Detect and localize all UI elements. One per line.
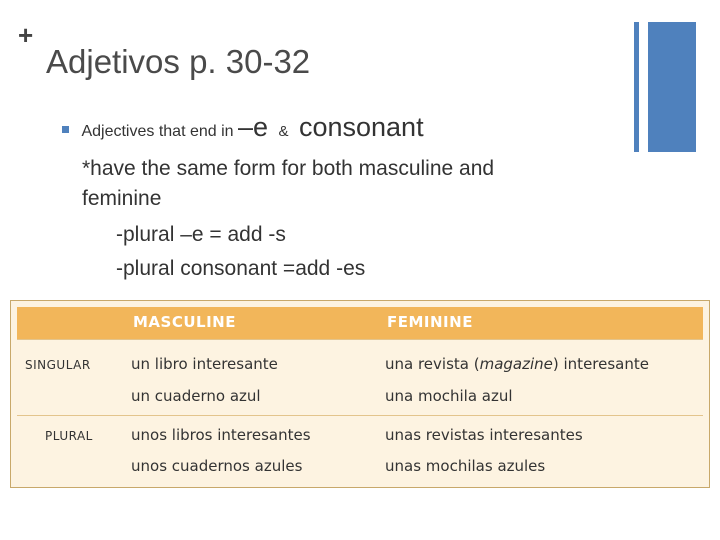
cell-fem-singular-2: una mochila azul [385,387,513,405]
cell-masc-plural-2: unos cuadernos azules [131,457,303,475]
row-label-singular: SINGULAR [25,358,91,372]
plus-logo-icon: + [18,20,34,50]
cell-masc-singular-1: un libro interesante [131,355,278,373]
cell-masc-plural-1: unos libros interesantes [131,426,311,444]
header-feminine: FEMININE [387,313,473,331]
bullet-e-ending: –e [238,112,269,142]
note-line-2: feminine [82,187,162,210]
note-line-1: *have the same form for both masculine and [82,157,495,180]
bullet-square-icon [62,126,69,133]
slide-title: Adjetivos p. 30-32 [46,43,311,80]
bullet-prefix: Adjectives that end in [81,123,234,140]
header-masculine: MASCULINE [133,313,236,331]
accent-bar-thin [634,22,639,152]
rule-plural-consonant: -plural consonant =add -es [116,257,366,280]
cell-masc-singular-2: un cuaderno azul [131,387,261,405]
accent-bar-wide [648,22,696,152]
cell-fem-plural-2: unas mochilas azules [385,457,546,475]
table-header [17,307,703,339]
cell-fem-text-post: ) interesante [552,355,649,373]
bullet-consonant: consonant [298,112,424,142]
cell-fem-singular-1 [385,355,649,373]
bullet-item [62,112,424,143]
header-divider [17,339,703,340]
cell-fem-plural-1: unas revistas interesantes [385,426,583,444]
rule-plural-e: -plural –e = add -s [116,223,286,246]
row-label-plural: PLURAL [45,429,93,443]
row-divider [17,415,703,416]
cell-fem-text-pre: una revista ( [385,355,480,373]
adjective-table [10,300,710,488]
cell-fem-text-em: magazine [479,355,553,373]
bullet-ampersand: & [278,123,289,140]
